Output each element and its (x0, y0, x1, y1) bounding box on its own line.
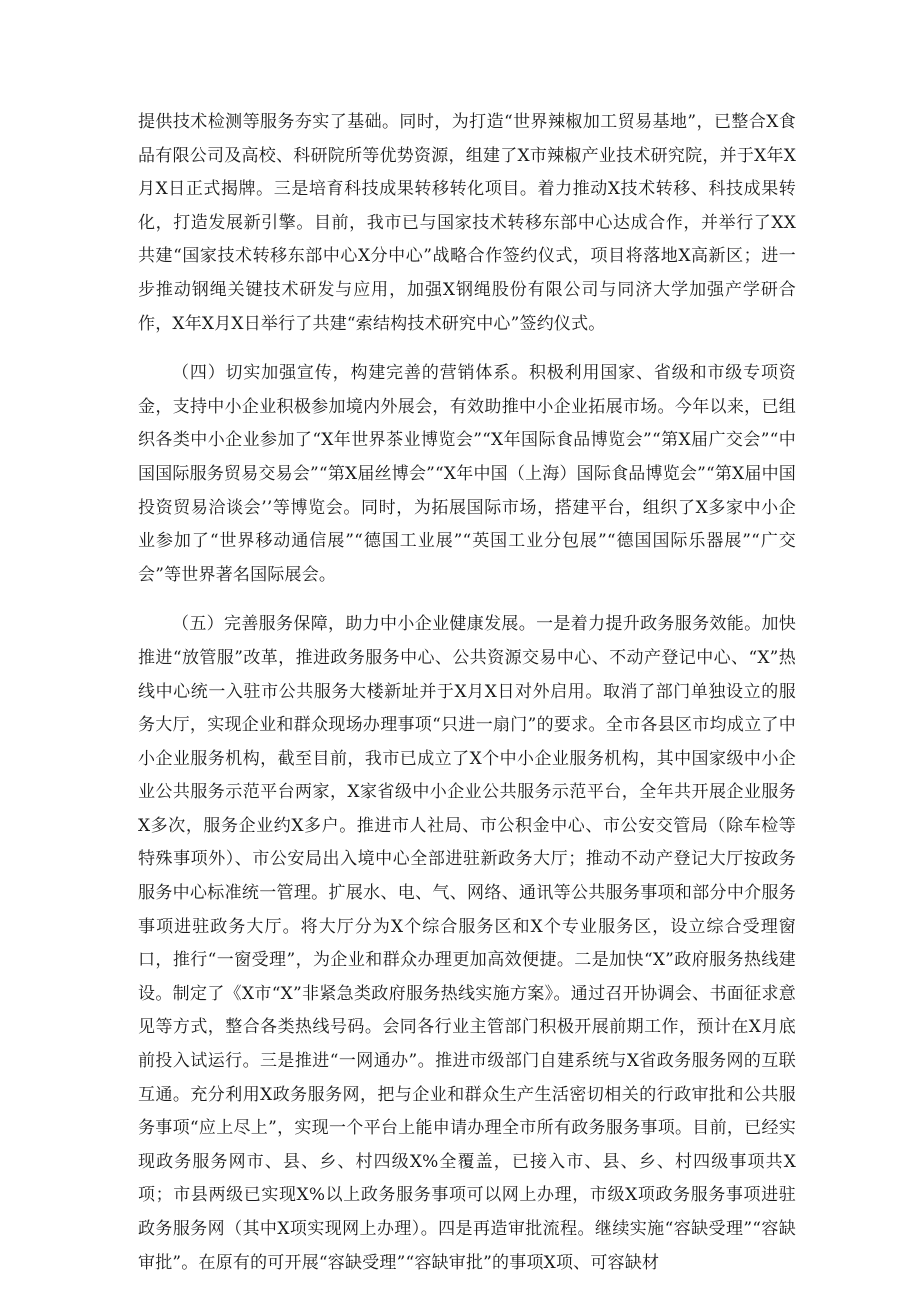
paragraph-tech-transfer: 提供技术检测等服务夯实了基础。同时，为打造“世界辣椒加工贸易基地”，已整合X食品有限公司及高校、科研院所等优势资源，组建了X市辣椒产业技术研究院，并于X年X月X日正式揭牌。三是培育科技成果转移转化项目。着力推动X技术转移、科技成果转化，打造发展新引擎。目前，我市已与国家技术转移东部中心达成合作，并举行了XX共建“国家技术转移东部中心X分中心”战略合作签约仪式，项目将落地X高新区；进一步推动钢绳关键技术研发与应用，加强X钢绳股份有限公司与同济大学加强产学研合作，X年X月X日举行了共建“索结构技术研究中心”签约仪式。 (138, 112, 796, 334)
paragraph-marketing: （四）切实加强宣传，构建完善的营销体系。积极利用国家、省级和市级专项资金，支持中小企业积极参加境内外展会，有效助推中小企业拓展市场。今年以来，已组织各类中小企业参加了“X年世界茶业博览会”“X年国际食品博览会”“第X届广交会”“中国国际服务贸易交易会”“第X届丝博会”“X年中国（上海）国际食品博览会”“第X届中国投资贸易洽谈会’’等博览会。同时，为拓展国际市场，搭建平台，组织了X多家中小企业参加了“世界移动通信展”“德国工业展”“英国工业分包展”“德国国际乐器展”“广交会”等世界著名国际展会。 (138, 363, 796, 585)
document-page (138, 106, 796, 1280)
paragraph-service: （五）完善服务保障，助力中小企业健康发展。一是着力提升政务服务效能。加快推进“放管服”改革，推进政务服务中心、公共资源交易中心、不动产登记中心、“X”热线中心统一入驻市公共服务大楼新址并于X月X日对外启用。取消了部门单独设立的服务大厅，实现企业和群众现场办理事项“只进一扇门”的要求。全市各县区市均成立了中小企业服务机构，截至目前，我市已成立了X个中小企业服务机构，其中国家级中小企业公共服务示范平台两家，X家省级中小企业公共服务示范平台，全年共开展企业服务X多次，服务企业约X多户。推进市人社局、市公积金中心、市公安交管局（除车检等特殊事项外）、市公安局出入境中心全部进驻新政务大厅；推动不动产登记大厅按政务服务中心标准统一管理。扩展水、电、气、网络、通讯等公共服务事项和部分中介服务事项进驻政务大厅。将大厅分为X个综合服务区和X个专业服务区，设立综合受理窗口，推行“一窗受理”，为企业和群众办理更加高效便捷。二是加快“X”政府服务热线建设。制定了《X市“X”非紧急类政府服务热线实施方案》。通过召开协调会、书面征求意见等方式，整合各类热线号码。会同各行业主管部门积极开展前期工作，预计在X月底前投入试运行。三是推进“一网通办”。推进市级部门自建系统与X省政务服务网的互联互通。充分利用X政务服务网，把与企业和群众生产生活密切相关的行政审批和公共服务事项“应上尽上”，实现一个平台上能申请办理全市所有政务服务事项。目前，已经实现政务服务网市、县、乡、村四级X%全覆盖，已接入市、县、乡、村四级事项共X项；市县两级已实现X%以上政务服务事项可以网上办理，市级X项政务服务事项进驻政务服务网（其中X项实现网上办理）。四是再造审批流程。继续实施“容缺受理”“容缺审批”。在原有的可开展“容缺受理”“容缺审批”的事项X项、可容缺材 (138, 614, 796, 1273)
